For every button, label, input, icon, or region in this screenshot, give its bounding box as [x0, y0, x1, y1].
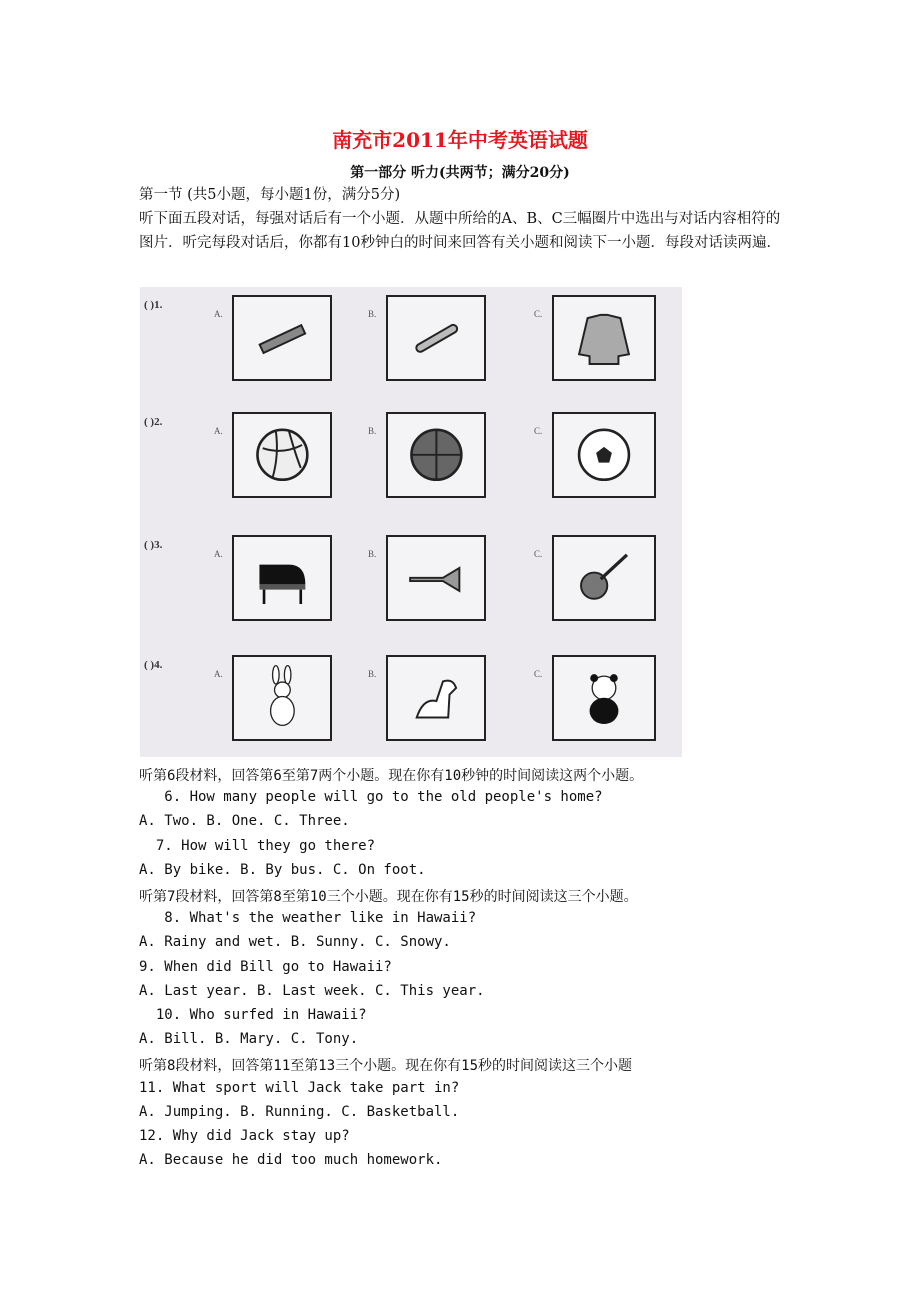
option-label: B.	[368, 669, 377, 679]
text-line: A. Bill. B. Mary. C. Tony.	[139, 1031, 359, 1048]
page-title: 南充市2011年中考英语试题	[332, 128, 588, 152]
option-label: C.	[534, 669, 543, 679]
text-line: A. Jumping. B. Running. C. Basketball.	[139, 1103, 460, 1120]
rabbit-icon	[232, 655, 332, 741]
text-line: 听第8段材料，回答第11至第13三个小题。现在你有15秒的时间阅读这三个小题	[139, 1058, 632, 1075]
text-line: 听第6段材料，回答第6至第7两个小题。现在你有10秒钟的时间阅读这两个小题。	[139, 768, 644, 784]
guitar-icon	[552, 535, 656, 621]
picture-questions-image	[140, 287, 682, 757]
option-label: A.	[214, 549, 223, 559]
volleyball-icon	[232, 412, 332, 498]
picture-question-number: ( )2.	[144, 416, 163, 428]
picture-question-number: ( )3.	[144, 539, 163, 551]
option-label: A.	[214, 309, 223, 319]
text-line: 7. How will they go there?	[139, 837, 376, 854]
option-label: C.	[534, 549, 543, 559]
option-label: A.	[214, 669, 223, 679]
dog-icon	[386, 655, 486, 741]
text-line: 12. Why did Jack stay up?	[139, 1128, 350, 1144]
option-label: B.	[368, 426, 377, 436]
ruler-icon	[232, 295, 332, 381]
text-line: 11. What sport will Jack take part in?	[139, 1079, 460, 1096]
pen-icon	[386, 295, 486, 381]
trumpet-icon	[386, 535, 486, 621]
jacket-icon	[552, 295, 656, 381]
piano-icon	[232, 535, 332, 621]
picture-question-number: ( )1.	[144, 299, 163, 311]
text-line: 8. What's the weather like in Hawaii?	[139, 910, 477, 927]
soccer-ball-icon	[552, 412, 656, 498]
text-line: 9. When did Bill go to Hawaii?	[139, 958, 392, 975]
option-label: C.	[534, 309, 543, 319]
option-label: B.	[368, 309, 377, 319]
text-line: A. Two. B. One. C. Three.	[139, 813, 350, 830]
instructions: 听下面五段对话，每强对话后有一个小题．从题中所给的A、B、C三幅圈片中选出与对话内容相符的图片．听完每段对话后，你都有10秒钟白的时间来回答有关小题和阅读下一小题．每段对话读两遍．	[139, 211, 781, 251]
option-label: B.	[368, 549, 377, 559]
option-label: C.	[534, 426, 543, 436]
text-line: 10. Who surfed in Hawaii?	[139, 1007, 367, 1023]
panda-icon	[552, 655, 656, 741]
text-line: A. Because he did too much homework.	[139, 1152, 443, 1169]
text-line: A. Rainy and wet. B. Sunny. C. Snowy.	[139, 934, 451, 951]
section-heading: 第一节 (共5小题，每小题1份，满分5分)	[139, 187, 401, 203]
basketball-icon	[386, 412, 486, 498]
text-line: A. By bike. B. By bus. C. On foot.	[139, 861, 426, 878]
text-line: A. Last year. B. Last week. C. This year.	[139, 982, 485, 999]
picture-question-number: ( )4.	[144, 659, 163, 671]
text-line: 听第7段材料，回答第8至第10三个小题。现在你有15秒的时间阅读这三个小题。	[139, 889, 638, 905]
option-label: A.	[214, 426, 223, 436]
part-heading: 第一部分 听力(共两节；满分20分)	[350, 165, 570, 181]
text-line: 6. How many people will go to the old people's home?	[139, 789, 603, 806]
